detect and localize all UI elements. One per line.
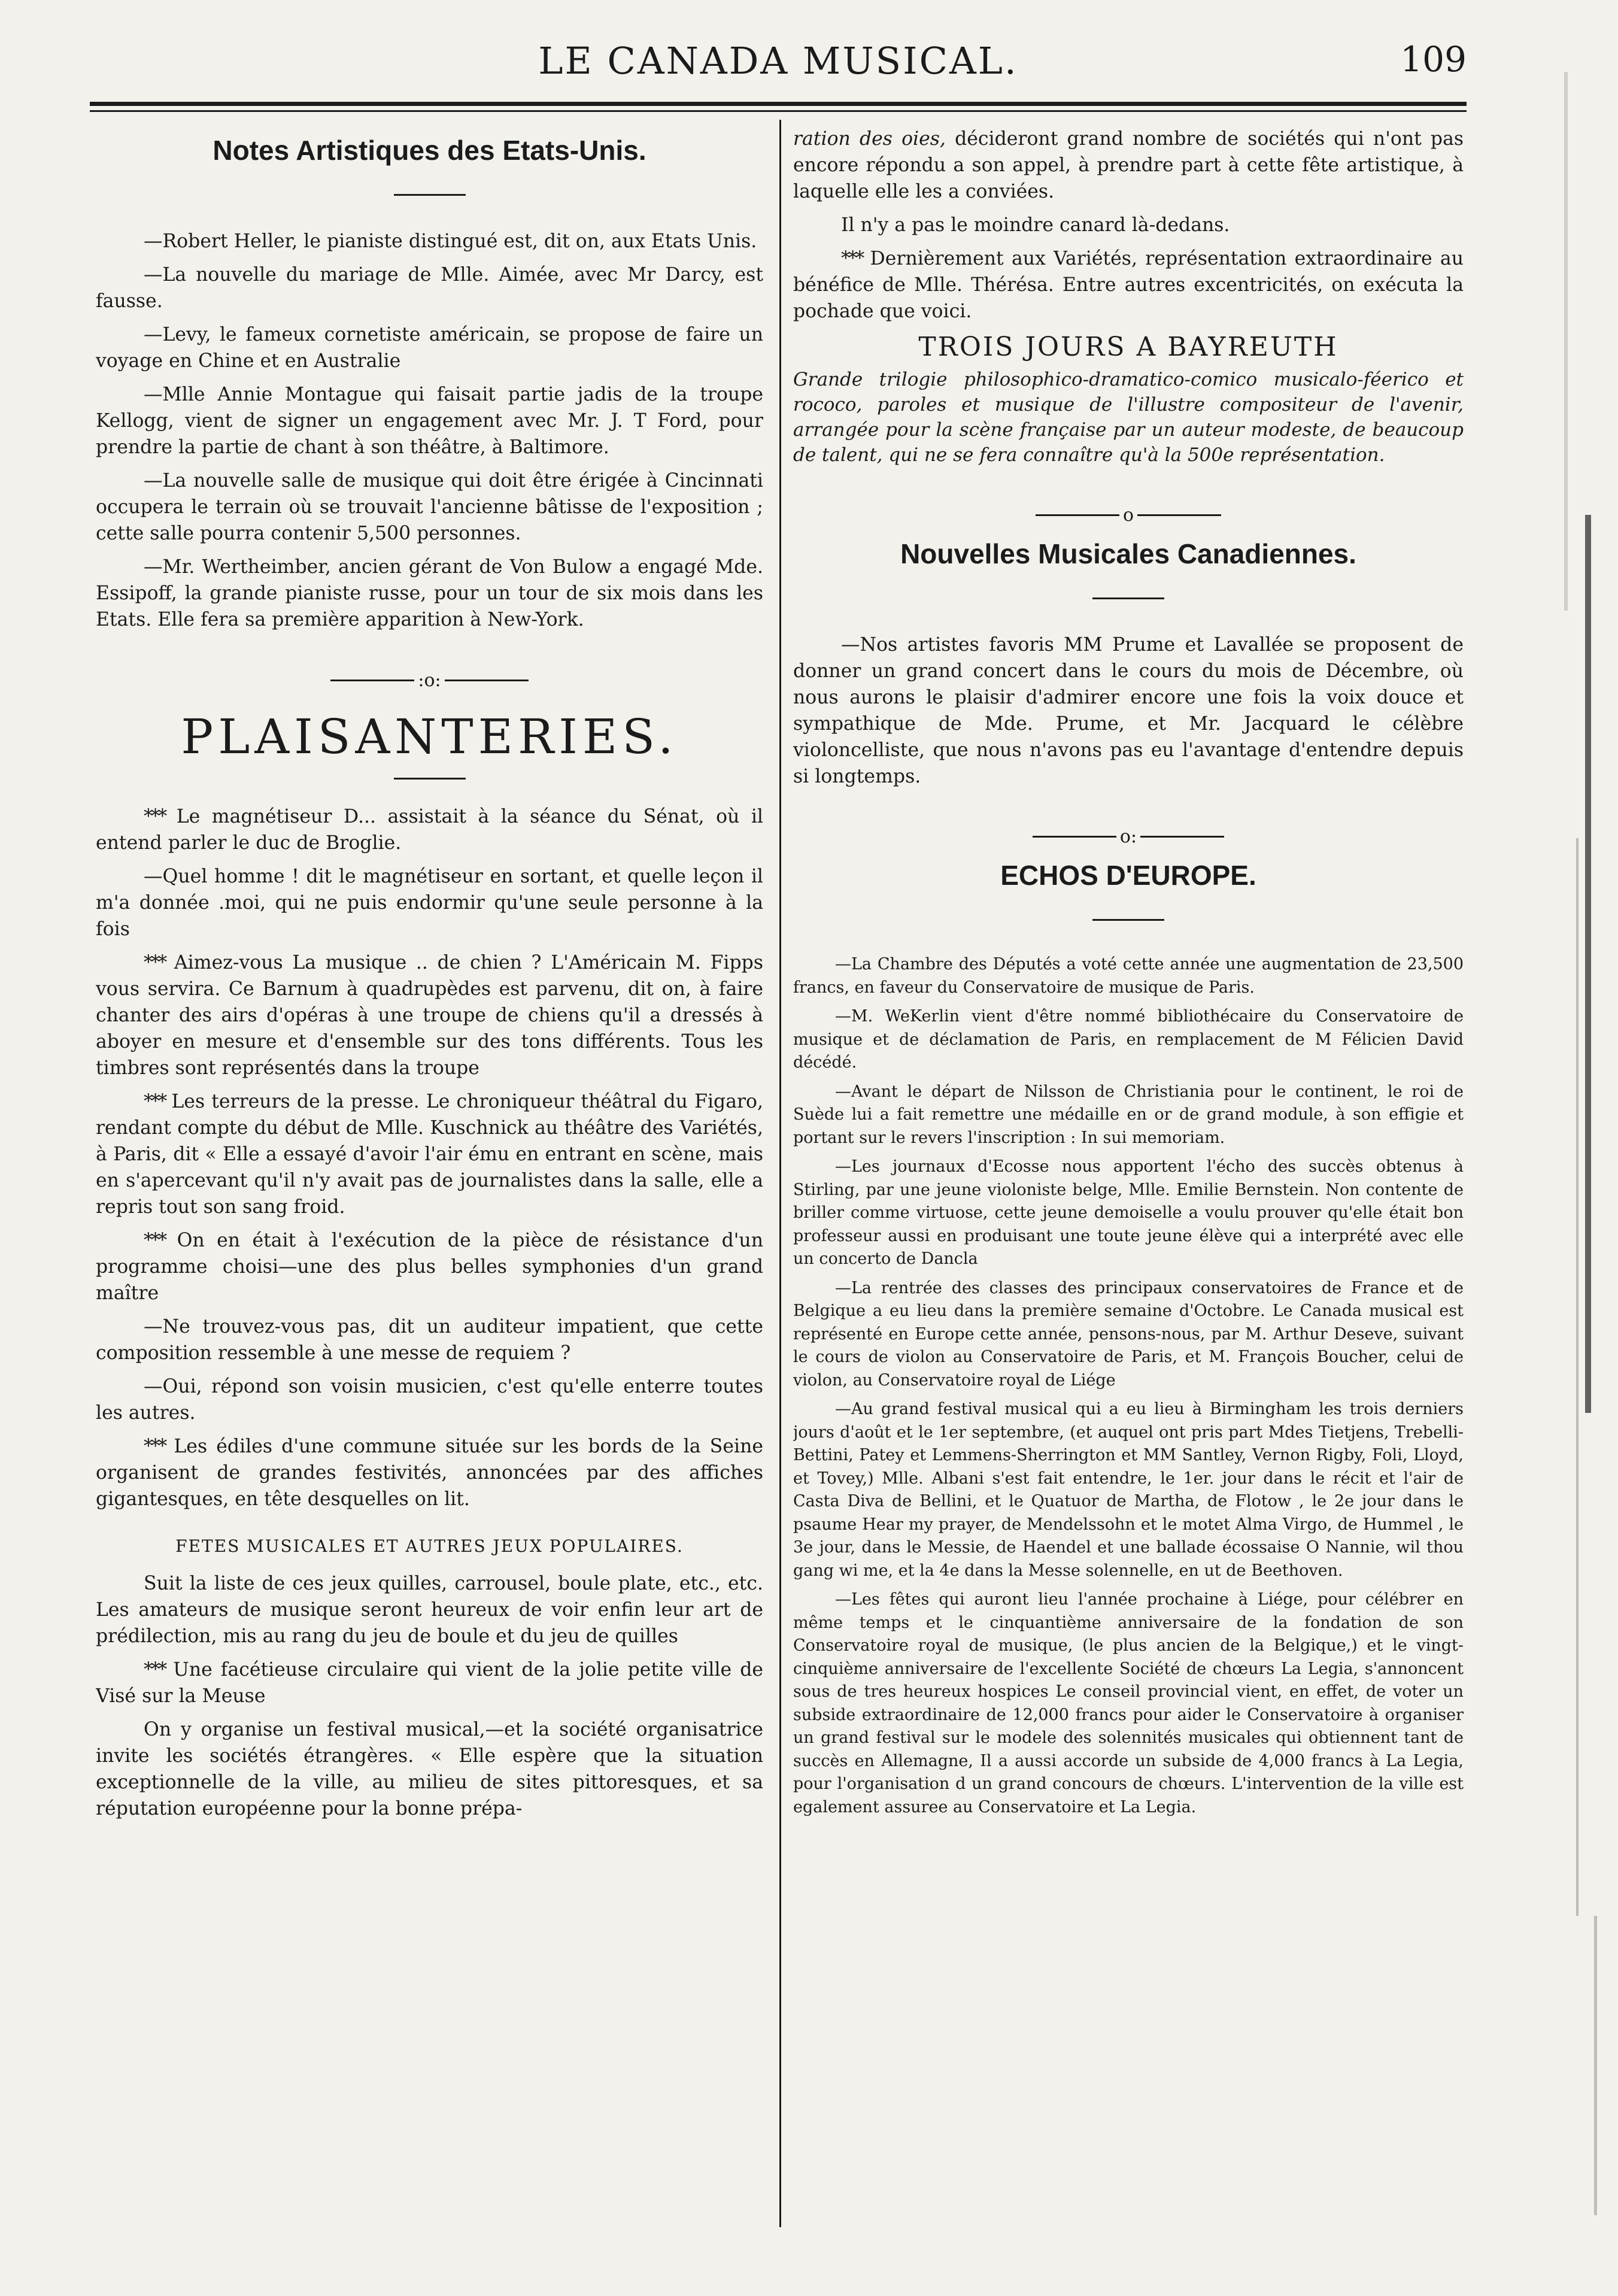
jokes-list: [96, 803, 763, 1512]
echo-item: —Les journaux d'Ecosse nous apportent l'écho des succès obtenus à Stirling, par une jeune violoniste belge, Mlle. Emilie Bernstein. Non contente de briller comme virtuose, cette jeune demoiselle a voulu prouver qu'elle était bon professeur aussi en produisant une toute jeune élève qui a interprété avec elle un concerto de Dancla: [793, 1157, 1464, 1268]
fete-item: Suit la liste de ces jeux quilles, carrousel, boule plate, etc., etc. Les amateurs de musique seront heureux de voir enfin leur art de prédilection, mis au rang du jeu de boule et du jeu de quilles: [96, 1572, 763, 1647]
section-separator: o: [793, 504, 1464, 526]
masthead-title: LE CANADA MUSICAL.: [538, 39, 1018, 83]
joke-item: —Quel homme ! dit le magnétiseur en sortant, et quelle leçon il m'a donnée .moi, qui ne puis endormir qu'une seule personne à la fois: [96, 865, 763, 940]
echo-item: —Au grand festival musical qui a eu lieu à Birmingham les trois derniers jours d'août et le 1er septembre, (et auquel ont pris part Mdes Tietjens, Trebelli-Bettini, Patey et Lemmens-Sherrington et MM Santley, Vernon Rigby, Foli, Lloyd, et Tovey,) Mlle. Albani s'est fait entendre, le 1er. jour dans le récit et l'air de Casta Diva de Bellini, et le Quatuor de Martha, de Flotow , le 2e jour dans le psaume Hear my prayer, de Mendelssohn et le motet Alma Virgo, de Hummel , le 3e jour, dans le Messie, de Haendel et une ballade écossaise O Nannie, wil thou gang wi me, et la 4e dans la Messe solennelle, en ut de Beethoven.: [793, 1400, 1464, 1580]
column-divider: [779, 120, 781, 2227]
page-header: [90, 33, 1467, 87]
fete-item: On y organise un festival musical,—et la société organisatrice invite les sociétés étrangères. « Elle espère que la situation exceptionnelle de la ville, au milieu de sites pittoresques, et sa réputation européenne pour la bonne prépa-: [96, 1718, 763, 1819]
note-item: —Mlle Annie Montague qui faisait partie jadis de la troupe Kellogg, vient de signer un engagement avec Mr. J. T Ford, pour prendre la partie de chant à son théâtre, à Baltimore.: [96, 384, 763, 458]
echo-item: —La Chambre des Députés a voté cette année une augmentation de 23,500 francs, en faveur du Conservatoire de musique de Paris.: [793, 955, 1464, 997]
note-item: —Mr. Wertheimber, ancien gérant de Von Bulow a engagé Mde. Essipoff, la grande pianiste russe, pour un tour de six mois dans les Etats. Elle fera sa première apparition à New-York.: [96, 556, 763, 630]
note-item: —La nouvelle salle de musique qui doit être érigée à Cincinnati occupera le terrain où se trouvait l'ancienne bâtisse de l'exposition ; cette salle pourra contenir 5,500 personnes.: [96, 470, 763, 544]
title-rule: [394, 194, 466, 196]
joke-item: *** Le magnétiseur D... assistait à la séance du Sénat, où il entend parler le duc de Broglie.: [96, 805, 763, 854]
joke-item: *** On en était à l'exécution de la pièce de résistance d'un programme choisi—une des plus belles symphonies d'un grand maître: [96, 1229, 763, 1304]
echo-item: —Les fêtes qui auront lieu l'année prochaine à Liége, pour célébrer en même temps et le cinquantième anniversaire de la fondation de son Conservatoire royal de musique, (le plus ancien de la Belgique,) et le vingt-cinquième anniversaire de l'excellente Société de chœurs La Legia, s'annoncent sous de tres heureux hospices Le conseil provincial vient, en effet, de voter un subside extraordinaire de 12,000 francs pour aider le Conservatoire à organiser un grand festival sur le modele des solennités musicales qui obtiennent tant de succès en Allemagne, Il a aussi accorde un subside de 4,000 francs à La Legia, pour l'organisation d un grand concours de chœurs. L'intervention de la ville est egalement assuree au Conservatoire et La Legia.: [793, 1590, 1464, 1816]
joke-item: —Oui, répond son voisin musicien, c'est qu'elle enterre toutes les autres.: [96, 1375, 763, 1424]
joke-item: —Ne trouvez-vous pas, dit un auditeur impatient, que cette composition ressemble à une messe de requiem ?: [96, 1315, 763, 1364]
section-title-notes-artistiques: Notes Artistiques des Etats-Unis.: [213, 135, 646, 166]
title-rule: [1092, 597, 1164, 599]
canadiennes-text: [793, 632, 1464, 790]
joke-item: *** Aimez-vous La musique .. de chien ? L'Américain M. Fipps vous servira. Ce Barnum à quadrupèdes est parvenu, dit on, à faire chanter des airs d'opéras à une troupe de chiens qu'il a dressés à aboyer en mesure et d'ensemble sur des tons différents. Tous les timbres sont représentés dans la troupe: [96, 951, 763, 1079]
notes-list: [96, 228, 763, 633]
bayreuth-title: TROIS JOURS A BAYREUTH: [918, 332, 1338, 362]
section-separator: :o:: [96, 669, 763, 691]
page-number: 109: [1400, 39, 1467, 80]
joke-item: *** Les terreurs de la presse. Le chroniqueur théâtral du Figaro, rendant compte du début de Mlle. Kuschnick au théâtre des Variétés, à Paris, dit « Elle a essayé d'avoir l'air ému en entrant en scène, mais en s'apercevant qu'il n'y avait pas de journalistes dans la salle, elle a repris tout son sang froid.: [96, 1090, 763, 1218]
canadiennes-paragraph: —Nos artistes favoris MM Prume et Lavallée se proposent de donner un grand concert dans le cours du mois de Décembre, où nous aurons le plaisir d'admirer encore une fois la voix douce et sympathique de Mde. Prume, et Mr. Jacquard le célèbre violoncelliste, que nous n'avons pas eu l'avantage d'entendre depuis si longtemps.: [793, 633, 1464, 787]
fetes-list: [96, 1570, 763, 1822]
echo-item: —M. WeKerlin vient d'être nommé bibliothécaire du Conservatoire de musique et de déclamation de Paris, en remplacement de M Félicien David décédé.: [793, 1007, 1464, 1072]
scan-edge-noise: [1528, 0, 1618, 2296]
header-rule-thick: [90, 102, 1467, 106]
header-rule-thin: [90, 110, 1467, 112]
fete-item: *** Une facétieuse circulaire qui vient de la jolie petite ville de Visé sur la Meuse: [96, 1658, 763, 1707]
echo-item: —Avant le départ de Nilsson de Christiania pour le continent, le roi de Suède lui a fait remettre une médaille en or de grand module, à son effigie et portant sur le revers l'inscription : In sui memoriam.: [793, 1082, 1464, 1147]
canard-text: [793, 212, 1464, 324]
echos-list: [793, 953, 1464, 1819]
bayreuth-description: Grande trilogie philosophico-dramatico-comico musicalo-féerico et rococo, paroles et musique de l'illustre compositeur de l'avenir, arrangée pour la scène française par un auteur modeste, de beaucoup de talent, qui ne se fera connaître qu'à la 500e représentation.: [793, 369, 1464, 466]
echo-item: —La rentrée des classes des principaux conservatoires de France et de Belgique a eu lieu dans la première semaine d'Octobre. Le Canada musical est représenté en Europe cette année, pensons-nous, par M. Arthur Deseve, suivant le cours de violon au Conservatoire de Paris, et M. François Boucher, celui de violon, au Conservatoire royal de Liége: [793, 1278, 1464, 1390]
section-title-echos-europe: ECHOS D'EUROPE.: [1000, 860, 1256, 891]
subsection-title-fetes: FETES MUSICALES ET AUTRES JEUX POPULAIRES.: [175, 1536, 684, 1556]
title-rule: [394, 778, 466, 780]
continued-text: [793, 126, 1464, 205]
asterism: *: [144, 805, 151, 827]
varietes-paragraph: *** Dernièrement aux Variétés, représentation extraordinaire au bénéfice de Mlle. Thérésa. Entre autres excentricités, on exécuta la pochade que voici.: [793, 248, 1464, 322]
section-separator: o:: [793, 826, 1464, 848]
note-item: —La nouvelle du mariage de Mlle. Aimée, avec Mr Darcy, est fausse.: [96, 264, 763, 312]
canard-line: Il n'y a pas le moindre canard là-dedans.: [841, 214, 1230, 236]
section-title-nouvelles-canadiennes: Nouvelles Musicales Canadiennes.: [900, 538, 1356, 569]
note-item: —Robert Heller, le pianiste distingué est, dit on, aux Etats Unis.: [144, 230, 757, 252]
title-rule: [1092, 919, 1164, 921]
right-column: [793, 126, 1464, 2233]
joke-item: *** Les édiles d'une commune située sur les bords de la Seine organisent de grandes festivités, annoncées par des affiches gigantesques, en tête desquelles on lit.: [96, 1435, 763, 1510]
section-title-plaisanteries: PLAISANTERIES.: [181, 708, 678, 765]
left-column: [96, 126, 763, 2233]
note-item: —Levy, le fameux cornetiste américain, se propose de faire un voyage en Chine et en Australie: [96, 324, 763, 372]
continued-paragraph: ration des oies, décideront grand nombre de sociétés qui n'ont pas encore répondu a son appel, à prendre part à cette fête artistique, à laquelle elle les a conviées.: [793, 128, 1464, 202]
